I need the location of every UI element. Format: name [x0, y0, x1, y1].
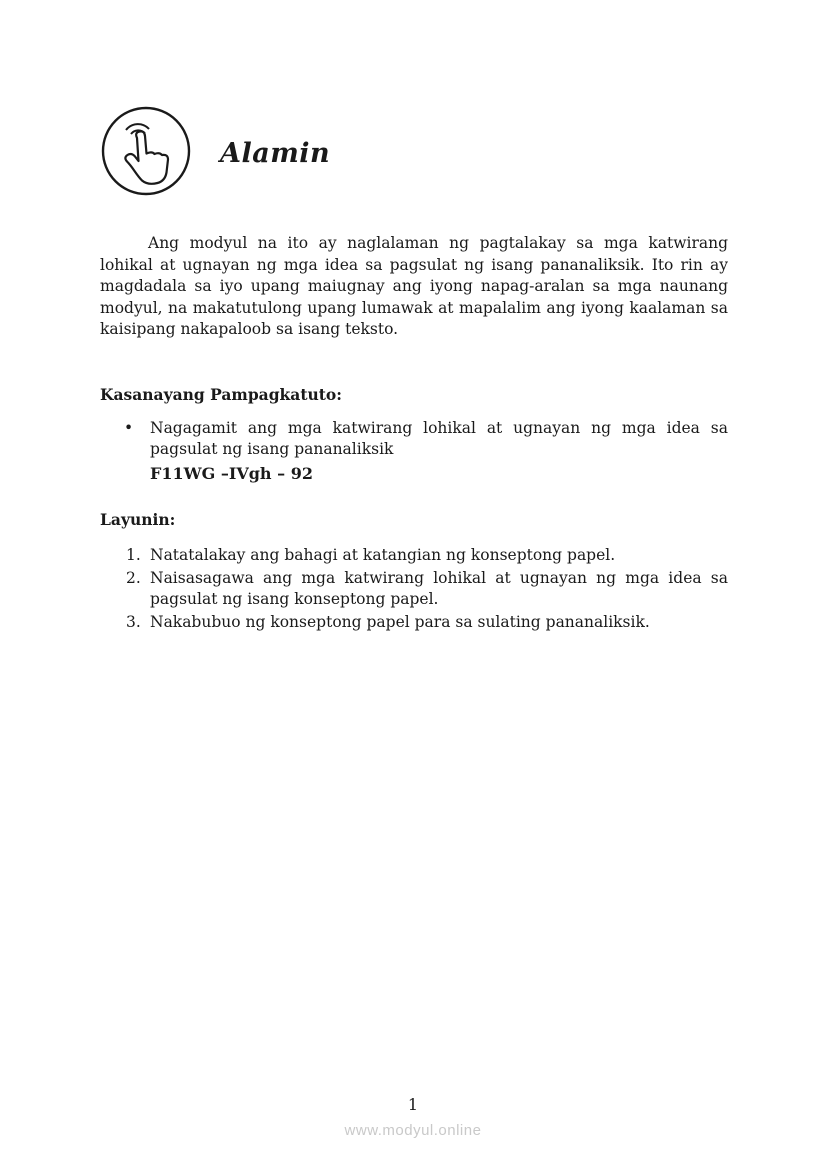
list-item-number: 3. — [126, 612, 141, 631]
page-title: Alamin — [220, 137, 331, 169]
section-header — [100, 105, 728, 197]
list-item — [126, 545, 728, 567]
kasanayan-bullet-text: Nagagamit ang mga katwirang lohikal at ugnayan ng mga idea sa pagsulat ng isang pananaliksik — [150, 418, 728, 458]
intro-paragraph: Ang modyul na ito ay naglalaman ng pagtalakay sa mga katwirang lohikal at ugnayan ng mga idea sa pagsulat ng isang pananaliksik. Ito rin ay magdadala sa iyo upang maiugnay ang iyong napag-aralan sa mga naunang modyul, na makatutulong upang lumawak at mapalalim ang iyong kaalaman sa kaisipang nakapaloob sa isang teksto. — [100, 234, 728, 338]
list-item-number: 1. — [126, 546, 141, 564]
footer-website: www.modyul.online — [344, 1122, 482, 1139]
list-item — [126, 612, 728, 634]
touch-hand-icon — [100, 105, 192, 197]
bullet-icon: • — [124, 418, 134, 437]
page-content — [100, 0, 728, 634]
page-number: 1 — [407, 1095, 419, 1114]
layunin-list — [100, 545, 728, 633]
layunin-heading: Layunin: — [100, 510, 176, 529]
list-item-number: 2. — [126, 568, 141, 587]
list-item-text: Natatalakay ang bahagi at katangian ng konseptong papel. — [150, 546, 616, 564]
list-item — [126, 568, 728, 611]
kasanayan-bullet-body — [150, 418, 728, 485]
competency-code: F11WG –IVgh – 92 — [150, 463, 313, 483]
list-item-text: Nakabubuo ng konseptong papel para sa sulating pananaliksik. — [150, 612, 650, 631]
list-item-text: Naisasagawa ang mga katwirang lohikal at ugnayan ng mga idea sa pagsulat ng isang konseptong papel. — [150, 568, 728, 608]
kasanayan-bullet-item — [100, 418, 728, 485]
kasanayan-heading: Kasanayang Pampagkatuto: — [100, 384, 342, 404]
